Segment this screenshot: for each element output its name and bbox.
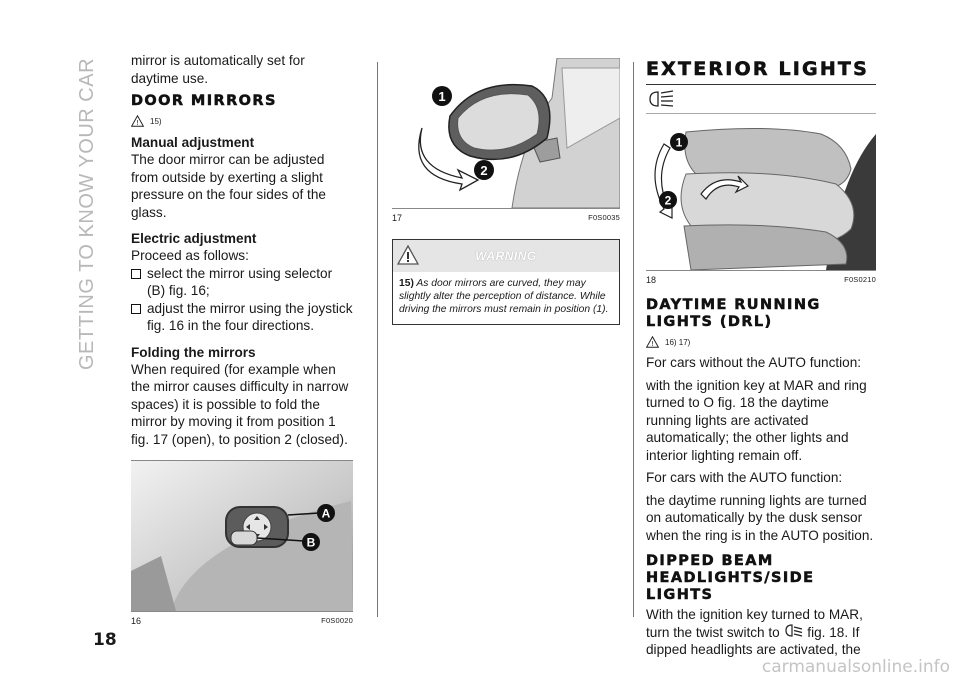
column-divider (633, 62, 634, 617)
figure-code: F0S0020 (321, 616, 353, 625)
warning-reference: 15) (399, 278, 414, 289)
column-exterior-lights (646, 54, 876, 659)
figure-number: 16 (131, 616, 142, 626)
section-title-dipped-beam: DIPPED BEAM HEADLIGHTS/SIDE LIGHTS (646, 553, 815, 603)
figure-caption (646, 271, 876, 285)
figure-code: F0S0035 (588, 213, 620, 222)
figure-number: 17 (392, 213, 403, 223)
section-title-drl: DAYTIME RUNNING LIGHTS (DRL) (646, 297, 821, 330)
subheading-electric: Electric adjustment (131, 231, 257, 246)
figure-caption (131, 612, 353, 626)
figure-18-light-stalk (646, 113, 876, 271)
drl-text: For cars with the AUTO function: (646, 470, 843, 485)
warning-box (392, 239, 620, 325)
door-mirror-illustration (392, 58, 620, 208)
figure-number: 18 (646, 275, 657, 285)
drl-text: For cars without the AUTO function: (646, 355, 862, 370)
drl-text: with the ignition key at MAR and ring turned to O fig. 18 the daytime running lights are activated automatically; the other lights and interior lighting remain off. (646, 377, 867, 463)
manual-text: The door mirror can be adjusted from outside by exerting a slight pressure on the four sides of the glass. (131, 152, 326, 220)
warning-icon (131, 115, 144, 127)
list-item: select the mirror using selector (B) fig. 16; (131, 265, 353, 300)
page-number: 18 (93, 630, 117, 650)
electric-intro: Proceed as follows: (131, 248, 249, 263)
reference-numbers: 16) 17) (665, 337, 691, 347)
warning-icon (397, 244, 419, 266)
warning-text (393, 272, 619, 324)
figure-code: F0S0210 (844, 275, 876, 284)
warning-body: As door mirrors are curved, they may slightly alter the perception of distance. While driving the mirrors must remain in position (1). (399, 278, 609, 315)
callout-label-a: A (321, 506, 331, 521)
callout-label-2: 2 (480, 163, 488, 178)
svg-text:!: ! (136, 119, 139, 127)
column-mirror-figure (392, 58, 620, 325)
section-reference (646, 333, 876, 351)
warning-icon (646, 336, 659, 348)
figure-16-mirror-switch (131, 460, 353, 612)
reference-number: 15) (150, 116, 162, 126)
figure-17-door-mirror (392, 58, 620, 209)
figure-caption (392, 209, 620, 223)
watermark: carmanualsonline.info (761, 657, 950, 677)
folding-text: When required (for example when the mirror causes difficulty in narrow spaces) it is possible to fold the mirror by moving it from position 1 fig. 17 (open), to position 2 (closed). (131, 361, 349, 447)
lights-symbol-row (646, 85, 876, 113)
callout-label-2: 2 (664, 193, 672, 208)
drl-text: the daytime running lights are turned on automatically by the dusk sensor when the ring is in the AUTO position. (646, 492, 874, 543)
column-door-mirrors (131, 52, 353, 626)
callout-label-1: 1 (438, 89, 446, 104)
warning-header (393, 240, 619, 272)
svg-text:!: ! (651, 340, 654, 348)
section-reference (131, 112, 353, 130)
light-stalk-illustration (646, 114, 876, 270)
column-divider (377, 62, 378, 617)
subheading-manual: Manual adjustment (131, 135, 255, 150)
callout-label-1: 1 (675, 135, 683, 150)
headlight-icon (646, 89, 676, 109)
dipped-beam-text: With the ignition key turned to MAR, turn the twist switch to fig. 18. If dipped headlights are activated, the (646, 607, 863, 657)
section-title-exterior-lights: EXTERIOR LIGHTS (646, 58, 869, 80)
section-title-door-mirrors: DOOR MIRRORS (131, 93, 277, 109)
intro-text: mirror is automatically set for daytime use. (131, 53, 305, 86)
subheading-folding: Folding the mirrors (131, 344, 256, 360)
callout-label-b: B (306, 535, 316, 550)
bullet-square-icon (131, 304, 141, 314)
warning-title: WARNING (475, 249, 537, 263)
mirror-switch-illustration (131, 461, 353, 611)
list-item: adjust the mirror using the joystick fig. 16 in the four directions. (131, 300, 353, 335)
bullet-square-icon (131, 269, 141, 279)
dipped-beam-icon (784, 624, 804, 637)
chapter-side-title: GETTING TO KNOW YOUR CAR (76, 57, 98, 370)
